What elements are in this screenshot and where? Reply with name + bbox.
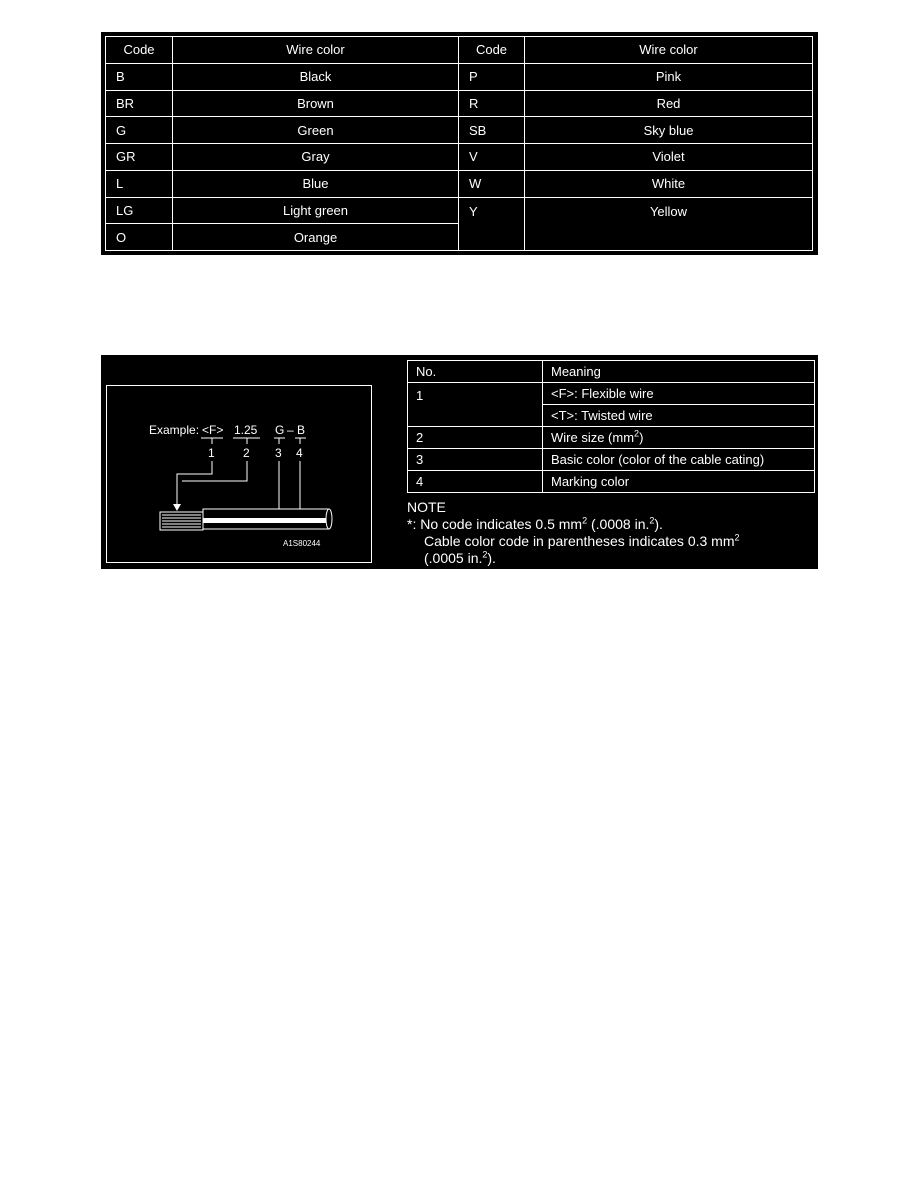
color-cell: Orange xyxy=(173,224,459,251)
superscript: 2 xyxy=(734,532,740,543)
table-row xyxy=(408,427,815,449)
superscript: 2 xyxy=(482,549,488,560)
wire-code-explanation-panel xyxy=(101,355,818,569)
table-row xyxy=(106,144,813,171)
note-line-1 xyxy=(407,516,817,533)
row-number: 4 xyxy=(408,471,543,493)
example-label: Example: xyxy=(149,423,200,437)
wire-color-code-table-panel xyxy=(101,32,818,255)
part-brackets xyxy=(201,438,306,444)
superscript: 2 xyxy=(634,428,640,439)
header-meaning: Meaning xyxy=(543,361,815,383)
example-dash: – xyxy=(287,423,294,437)
note-text: ). xyxy=(654,516,663,532)
code-cell: GR xyxy=(106,144,173,171)
note-line-2 xyxy=(407,533,817,550)
wire-example-diagram xyxy=(106,385,372,563)
code-cell: BR xyxy=(106,90,173,117)
code-cell: G xyxy=(106,117,173,144)
meaning-text-end: ) xyxy=(639,430,644,445)
color-cell: Pink xyxy=(525,63,813,90)
note-section xyxy=(407,499,817,567)
example-part-mark: B xyxy=(297,423,306,437)
code-cell: V xyxy=(459,144,525,171)
note-text: (.0005 in. xyxy=(424,550,483,566)
table-row xyxy=(106,197,813,224)
example-part-color: G xyxy=(275,423,285,437)
color-cell: Yellow xyxy=(525,197,813,251)
meaning-cell: Basic color (color of the cable cating) xyxy=(543,449,815,471)
row-number: 3 xyxy=(408,449,543,471)
table-row xyxy=(106,63,813,90)
table-row xyxy=(106,170,813,197)
example-part-size: 1.25 xyxy=(234,423,258,437)
color-cell: Black xyxy=(173,63,459,90)
table-row xyxy=(106,90,813,117)
note-text: (.0008 in. xyxy=(587,516,650,532)
code-cell: LG xyxy=(106,197,173,224)
code-cell: Y xyxy=(459,197,525,251)
note-title: NOTE xyxy=(407,499,446,515)
code-cell: P xyxy=(459,63,525,90)
note-text: *: No code indicates 0.5 mm xyxy=(407,516,583,532)
code-cell: L xyxy=(106,170,173,197)
header-wire-color-2: Wire color xyxy=(525,37,813,64)
table-row xyxy=(408,471,815,493)
header-code-2: Code xyxy=(459,37,525,64)
color-cell: Brown xyxy=(173,90,459,117)
note-text: ). xyxy=(487,550,496,566)
header-wire-color-1: Wire color xyxy=(173,37,459,64)
color-cell: Violet xyxy=(525,144,813,171)
wire-illustration xyxy=(160,509,332,530)
meaning-cell: <F>: Flexible wire xyxy=(543,383,815,405)
wire-color-code-table xyxy=(105,36,813,251)
part-number-3: 3 xyxy=(275,446,282,460)
color-cell: Light green xyxy=(173,197,459,224)
wire-code-meaning-table xyxy=(407,360,815,493)
meaning-cell: <T>: Twisted wire xyxy=(543,405,815,427)
note-line-3 xyxy=(407,550,817,567)
table-header-row xyxy=(106,37,813,64)
color-cell: Sky blue xyxy=(525,117,813,144)
row-number: 2 xyxy=(408,427,543,449)
superscript: 2 xyxy=(649,515,655,526)
code-cell: B xyxy=(106,63,173,90)
superscript: 2 xyxy=(582,515,588,526)
meaning-cell: Marking color xyxy=(543,471,815,493)
table-row xyxy=(106,117,813,144)
color-cell: Red xyxy=(525,90,813,117)
code-cell: SB xyxy=(459,117,525,144)
color-cell: White xyxy=(525,170,813,197)
color-cell: Blue xyxy=(173,170,459,197)
code-cell: R xyxy=(459,90,525,117)
part-number-4: 4 xyxy=(296,446,303,460)
figure-id: A1S80244 xyxy=(283,539,321,548)
table-row xyxy=(408,383,815,405)
color-cell: Green xyxy=(173,117,459,144)
meaning-cell xyxy=(543,427,815,449)
meaning-text: Wire size (mm xyxy=(551,430,635,445)
note-text: Cable color code in parentheses indicates 0.3 mm xyxy=(424,533,735,549)
header-code-1: Code xyxy=(106,37,173,64)
table-header-row xyxy=(408,361,815,383)
table-row xyxy=(408,449,815,471)
part-number-1: 1 xyxy=(208,446,215,460)
code-cell: W xyxy=(459,170,525,197)
code-cell: O xyxy=(106,224,173,251)
example-part-f: <F> xyxy=(202,423,224,437)
color-cell: Gray xyxy=(173,144,459,171)
wire-example-illustration xyxy=(107,386,373,564)
row-number: 1 xyxy=(408,383,543,427)
part-number-2: 2 xyxy=(243,446,250,460)
header-no: No. xyxy=(408,361,543,383)
